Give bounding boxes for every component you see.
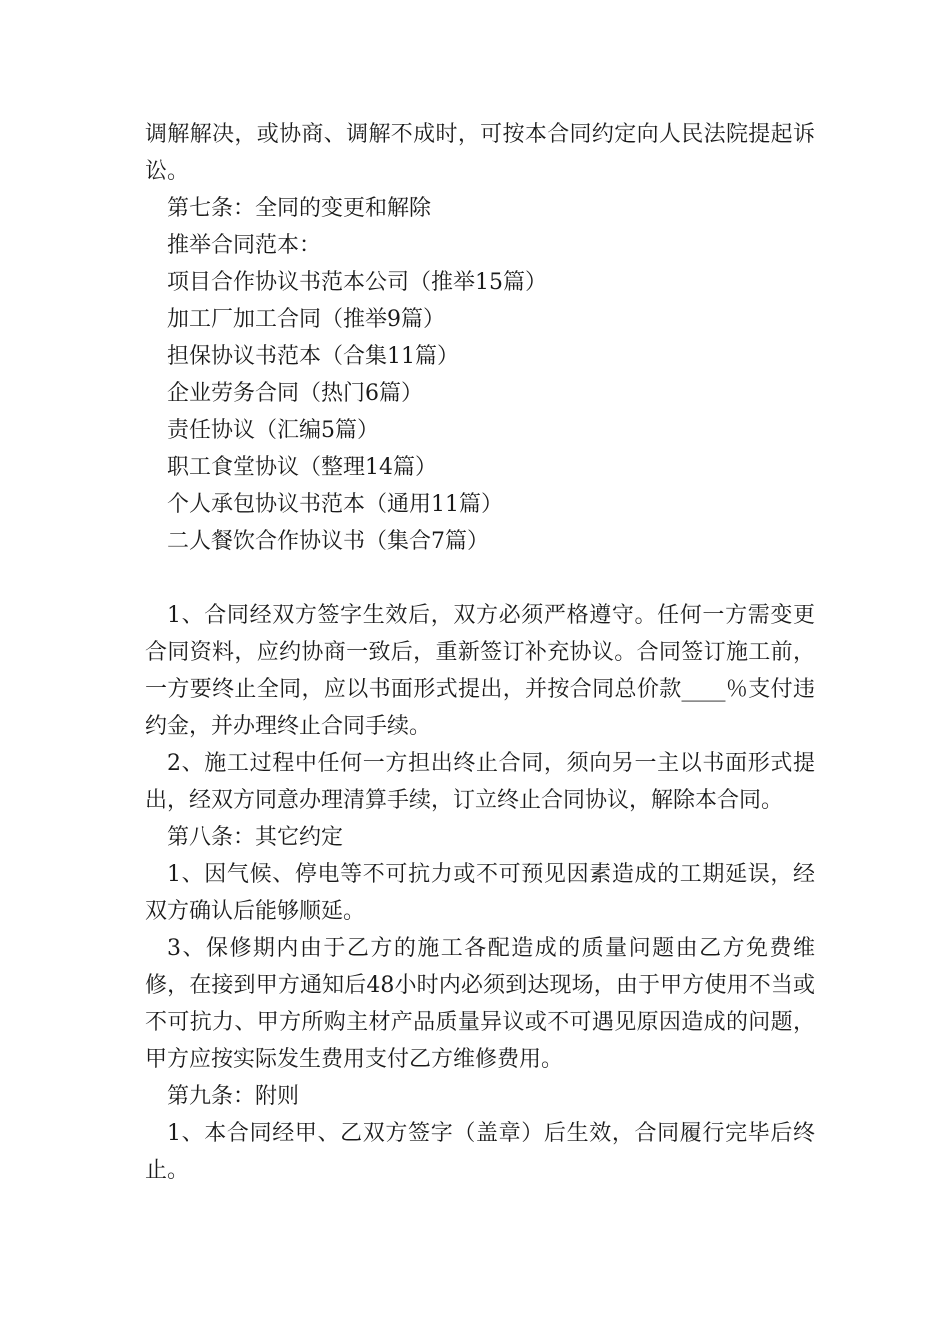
recommended-item[interactable]: 职工食堂协议（整理14篇）	[167, 455, 437, 480]
recommended-item[interactable]: 加工厂加工合同（推举9篇）	[167, 307, 445, 332]
recommended-list	[145, 264, 815, 560]
recommended-item[interactable]: 项目合作协议书范本公司（推举15篇）	[167, 270, 547, 295]
article-9-heading: 第九条：附则	[167, 1084, 300, 1109]
article-7-heading: 第七条：全同的变更和解除	[167, 196, 432, 221]
article-9-clause-1: 1、本合同经甲、乙双方签字（盖章）后生效，合同履行完毕后终止。	[145, 1121, 815, 1183]
paragraph-continuation: 调解解决，或协商、调解不成时，可按本合同约定向人民法院提起诉讼。	[145, 122, 815, 184]
article-8-clause-3: 3、保修期内由于乙方的施工各配造成的质量问题由乙方免费维修，在接到甲方通知后48小时内必须到达现场，由于甲方使用不当或不可抗力、甲方所购主材产品质量异议或不可遇见原因造成的问题，甲方应按实际发生费用支付乙方维修费用。	[145, 936, 815, 1072]
blank-line	[145, 560, 815, 597]
recommended-item[interactable]: 担保协议书范本（合集11篇）	[167, 344, 459, 369]
recommended-item[interactable]: 二人餐饮合作协议书（集合7篇）	[167, 529, 489, 554]
document-body	[145, 116, 815, 1189]
article-8-clause-1: 1、因气候、停电等不可抗力或不可预见因素造成的工期延误，经双方确认后能够顺延。	[145, 862, 815, 924]
article-7-clause-2: 2、施工过程中任何一方担出终止合同，须向另一主以书面形式提出，经双方同意办理清算手续，订立终止合同协议，解除本合同。	[145, 751, 815, 813]
recommended-item[interactable]: 个人承包协议书范本（通用11篇）	[167, 492, 503, 517]
recommended-item[interactable]: 企业劳务合同（热门6篇）	[167, 381, 423, 406]
article-7-clause-1: 1、合同经双方签字生效后，双方必须严格遵守。任何一方需变更合同资料，应约协商一致后，重新签订补充协议。合同签订施工前，一方要终止全同，应以书面形式提出，并按合同总价款____％支付违约金，并办理终止合同手续。	[145, 603, 815, 739]
recommended-item[interactable]: 责任协议（汇编5篇）	[167, 418, 379, 443]
article-8-heading: 第八条：其它约定	[167, 825, 344, 850]
recommend-heading: 推举合同范本：	[167, 233, 322, 258]
